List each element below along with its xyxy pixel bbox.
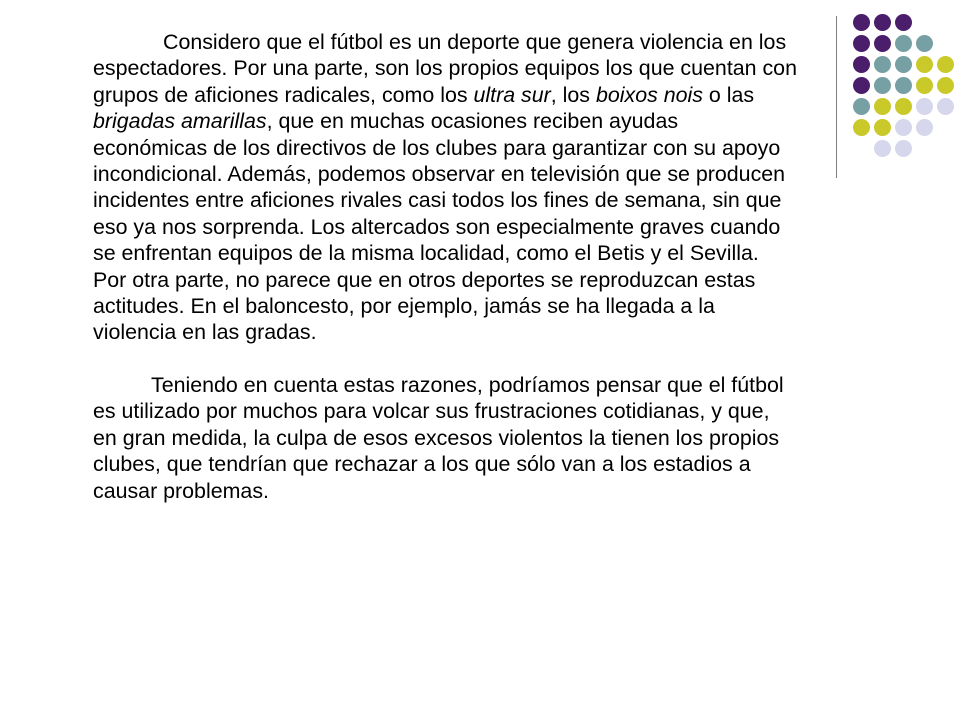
decorative-dot: [853, 77, 870, 94]
decorative-dot: [916, 35, 933, 52]
paragraph-1: [93, 29, 798, 346]
decorative-dot: [895, 98, 912, 115]
decorative-dot: [937, 98, 954, 115]
decorative-dot: [937, 56, 954, 73]
paragraph-2-s0: Teniendo en cuenta estas razones, podríamos pensar que el fútbol es utilizado por muchos para volcar sus frustraciones cotidianas, y que, en gran medida, la culpa de esos excesos violentos la tienen los propios clubes, que tendrían que rechazar a los que sólo van a los estadios a causar problemas.: [93, 372, 784, 503]
paragraph-1-s3: boixos nois: [595, 82, 703, 107]
decorative-dot: [895, 56, 912, 73]
decorative-dot: [874, 119, 891, 136]
decorative-dot: [916, 98, 933, 115]
decorative-dot: [853, 98, 870, 115]
body-text: [93, 29, 798, 504]
decorative-dot: [874, 140, 891, 157]
decorative-dot: [874, 77, 891, 94]
paragraph-1-s2: , los: [550, 82, 596, 107]
decorative-dot: [874, 35, 891, 52]
decorative-dot: [895, 119, 912, 136]
paragraph-1-s1: ultra sur: [473, 82, 551, 107]
paragraph-1-s0: Considero que el fútbol es un deporte que genera violencia en los espectadores. Por una parte, son los propios equipos los que cuentan con grupos de aficiones radicales, como los: [93, 30, 797, 107]
paragraph-1-s6: , que en muchas ocasiones reciben ayudas económicas de los directivos de los clubes para garantizar con su apoyo incondicional. Además, podemos observar en televisión que se producen incidentes entre aficiones rivales casi todos los fines de semana, sin que eso ya nos sorprenda. Los altercados son especialmente graves cuando se enfrentan equipos de la misma localidad, como el Betis y el Sevilla. Por otra parte, no parece que en otros deportes se reproduzcan estas actitudes. En el baloncesto, por ejemplo, jamás se ha llegada a la violencia en las gradas.: [93, 109, 786, 345]
decorative-dot: [874, 98, 891, 115]
vertical-divider-line: [836, 16, 837, 178]
decorative-dot: [916, 119, 933, 136]
decorative-dot: [853, 119, 870, 136]
decorative-dot: [874, 56, 891, 73]
decorative-dot: [916, 77, 933, 94]
decorative-dot: [874, 14, 891, 31]
paragraph-1-s4: o las: [702, 82, 755, 107]
decorative-dot: [853, 35, 870, 52]
decorative-dot: [895, 35, 912, 52]
decorative-dot: [895, 77, 912, 94]
decorative-dot: [937, 77, 954, 94]
decorative-dot: [895, 14, 912, 31]
paragraph-1-s5: brigadas amarillas: [93, 109, 267, 134]
paragraph-2: [93, 372, 798, 504]
decorative-dot: [895, 140, 912, 157]
decorative-dot: [916, 56, 933, 73]
decorative-dot: [853, 14, 870, 31]
decorative-dot: [853, 56, 870, 73]
